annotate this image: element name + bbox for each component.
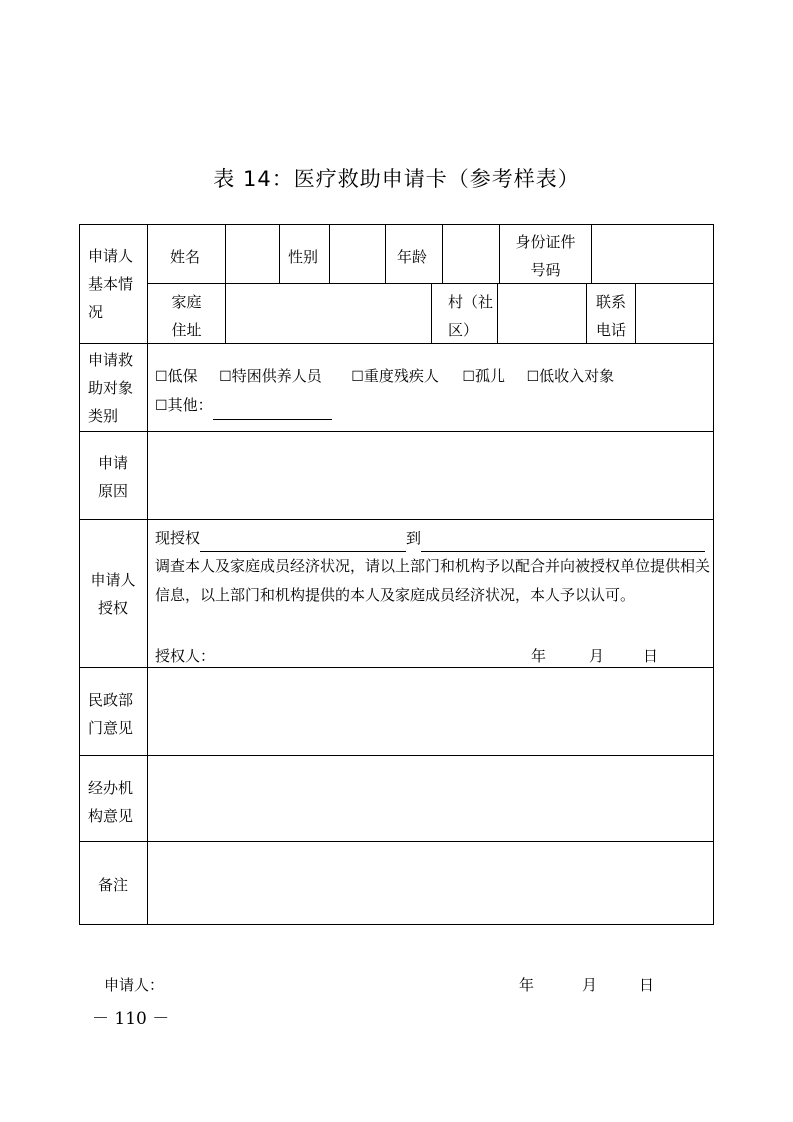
checkbox-icon[interactable]: ☐ <box>462 369 475 385</box>
option-other[interactable]: ☐其他： <box>155 391 332 420</box>
footer-month-label: 月 <box>582 976 598 994</box>
authorized-party-blank[interactable] <box>200 533 406 552</box>
other-blank-line[interactable] <box>213 401 332 420</box>
option-severe-disability[interactable]: ☐重度残疾人 <box>351 367 439 385</box>
form-title: 表 14：医疗救助申请卡（参考样表） <box>213 167 580 191</box>
auth-year-label: 年 <box>531 647 547 665</box>
gender-label: 性别 <box>288 248 319 266</box>
home-address-field[interactable] <box>226 284 430 342</box>
footer-year-label: 年 <box>519 976 535 994</box>
agency-opinion-field[interactable] <box>148 756 713 840</box>
checkbox-icon[interactable]: ☐ <box>155 398 168 414</box>
age-label: 年龄 <box>397 248 428 266</box>
col-divider <box>385 224 386 283</box>
name-label: 姓名 <box>170 248 201 266</box>
auth-day-label: 日 <box>643 647 659 665</box>
checkbox-icon[interactable]: ☐ <box>155 369 168 385</box>
application-form-table <box>79 224 714 925</box>
remarks-field[interactable] <box>148 842 713 924</box>
section-label-reason: 申请 原因 <box>97 454 128 500</box>
section-label-agency: 经办机 构意见 <box>88 779 134 825</box>
option-low-income[interactable]: ☐低收入对象 <box>526 367 615 385</box>
authorization-statement: 调查本人及家庭成员经济状况，请以上部门和机构予以配合并向被授权单位提供相关信息，以上部门和机构提供的本人及家庭成员经济状况，本人予以认可。 <box>155 557 711 604</box>
page-number: － 110 － <box>92 1009 170 1029</box>
authorization-line: 现授权 到 <box>155 524 705 552</box>
civil-affairs-opinion-field[interactable] <box>148 668 713 754</box>
section-label-category: 申请救 助对象 类别 <box>88 351 134 425</box>
authorized-org-blank[interactable] <box>421 533 705 552</box>
option-tekun[interactable]: ☐特困供养人员 <box>219 367 322 385</box>
section-label-civil-affairs: 民政部 门意见 <box>88 691 134 737</box>
section-label-remarks: 备注 <box>97 876 128 894</box>
phone-field[interactable] <box>636 284 713 342</box>
col-divider <box>431 283 432 343</box>
checkbox-icon[interactable]: ☐ <box>351 369 364 385</box>
row-divider <box>79 519 714 520</box>
phone-label: 联系 电话 <box>595 293 626 339</box>
option-orphan[interactable]: ☐孤儿 <box>462 367 505 385</box>
reason-field[interactable] <box>148 432 713 518</box>
footer-applicant-label: 申请人： <box>104 976 165 994</box>
age-field[interactable] <box>443 225 498 282</box>
checkbox-icon[interactable]: ☐ <box>526 369 540 385</box>
category-options <box>155 362 614 391</box>
id-number-field[interactable] <box>592 225 713 282</box>
footer-day-label: 日 <box>639 976 655 994</box>
home-address-label: 家庭 住址 <box>171 293 202 339</box>
option-dibao[interactable]: ☐低保 <box>155 367 198 385</box>
village-field[interactable] <box>498 284 585 342</box>
authorizer-label: 授权人： <box>155 647 216 665</box>
section-label-authorization: 申请人 授权 <box>90 571 136 617</box>
section-label-applicant-info: 申请人 基本情 况 <box>88 247 134 321</box>
id-number-label: 身份证件 号码 <box>515 233 576 279</box>
auth-month-label: 月 <box>589 647 605 665</box>
name-field[interactable] <box>226 225 278 282</box>
gender-field[interactable] <box>330 225 384 282</box>
village-label: 村（社 区） <box>448 293 494 339</box>
checkbox-icon[interactable]: ☐ <box>219 369 232 385</box>
col-divider <box>279 224 280 283</box>
